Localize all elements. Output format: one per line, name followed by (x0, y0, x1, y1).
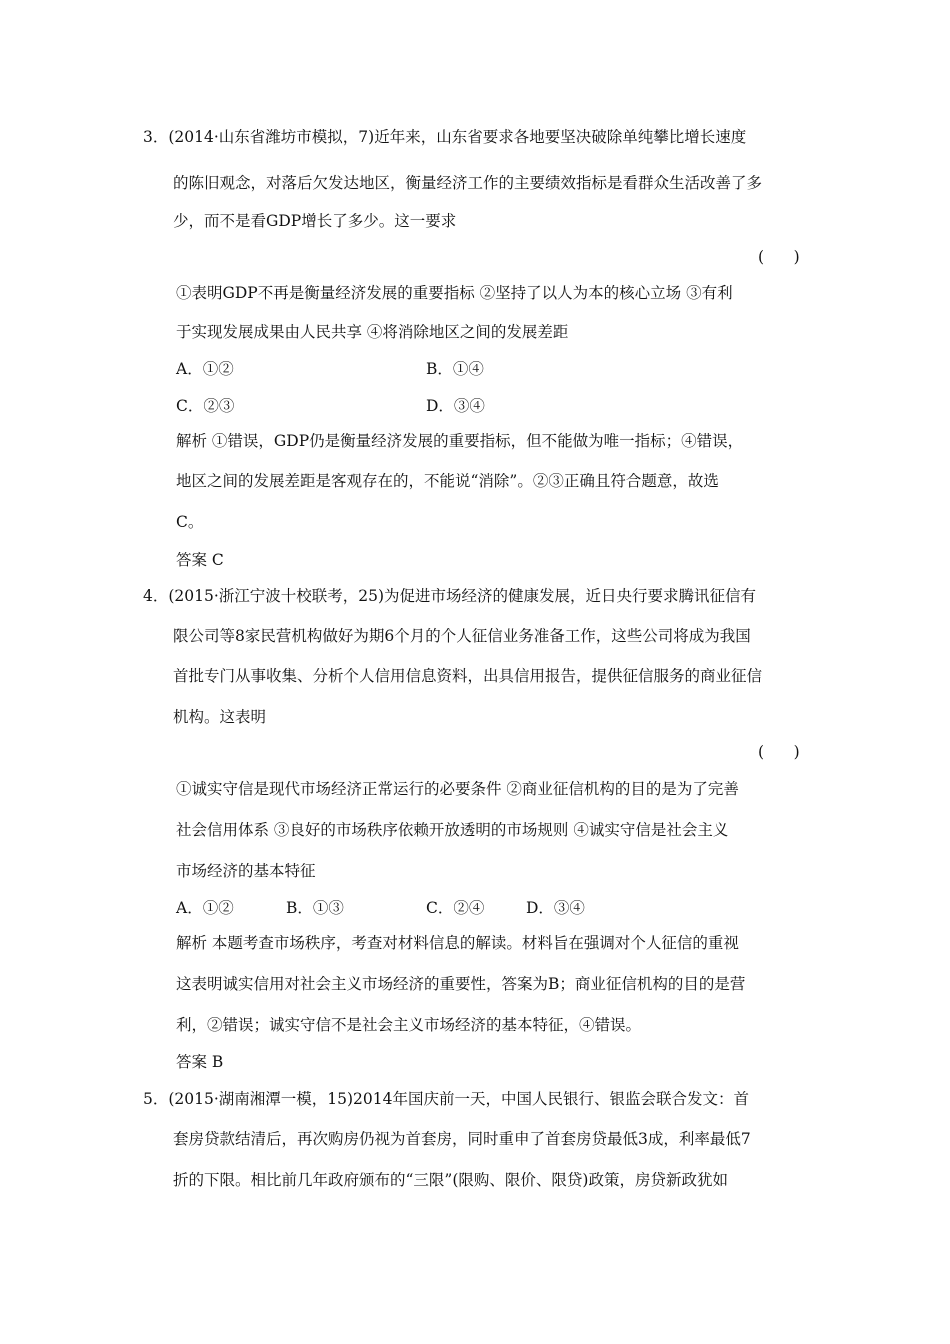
q3-stem-line-2: 的陈旧观念，对落后欠发达地区，衡量经济工作的主要绩效指标是看群众生活改善了多 (173, 174, 763, 192)
q3-stem-line-3: 少，而不是看GDP增长了多少。这一要求 (173, 212, 457, 230)
q4-stem-line-3: 首批专门从事收集、分析个人信用信息资料，出具信用报告，提供征信服务的商业征信 (173, 667, 763, 685)
q4-answer: 答案 B (176, 1053, 224, 1071)
q4-option-b: B．①③ (286, 899, 344, 917)
q4-option-a: A．①② (176, 899, 234, 917)
q3-item-line-2: 于实现发展成果由人民共享 ④将消除地区之间的发展差距 (176, 323, 569, 341)
q4-stem-line-4: 机构。这表明 (173, 708, 267, 726)
q4-item-line-2: 社会信用体系 ③良好的市场秩序依赖开放透明的市场规则 ④诚实守信是社会主义 (176, 821, 729, 839)
q4-item-line-1: ①诚实守信是现代市场经济正常运行的必要条件 ②商业征信机构的目的是为了完善 (176, 780, 739, 798)
q3-option-d: D．③④ (426, 397, 485, 415)
q3-analysis-line-2: 地区之间的发展差距是客观存在的，不能说“消除”。②③正确且符合题意，故选 (176, 472, 719, 490)
q3-option-a: A．①② (176, 360, 234, 378)
q3-answer-paren: ( ) (758, 248, 800, 266)
q3-item-line-1: ①表明GDP不再是衡量经济发展的重要指标 ②坚持了以人为本的核心立场 ③有利 (176, 284, 733, 302)
q4-answer-paren: ( ) (758, 743, 800, 761)
q3-option-b: B．①④ (426, 360, 484, 378)
q4-analysis-line-2: 这表明诚实信用对社会主义市场经济的重要性，答案为B；商业征信机构的目的是营 (176, 975, 746, 993)
q4-analysis-line-1: 解析 本题考查市场秩序，考查对材料信息的解读。材料旨在强调对个人征信的重视 (176, 934, 739, 952)
q4-option-d: D．③④ (526, 899, 585, 917)
q3-analysis-line-1: 解析 ①错误，GDP仍是衡量经济发展的重要指标，但不能做为唯一指标；④错误， (176, 432, 744, 450)
q4-analysis-line-3: 利，②错误；诚实守信不是社会主义市场经济的基本特征，④错误。 (176, 1016, 642, 1034)
q3-stem-line-1: 3．(2014·山东省潍坊市模拟，7)近年来，山东省要求各地要坚决破除单纯攀比增长速度 (143, 128, 747, 146)
q4-stem-line-1: 4．(2015·浙江宁波十校联考，25)为促进市场经济的健康发展，近日央行要求腾讯征信有 (143, 587, 757, 605)
q4-item-line-3: 市场经济的基本特征 (176, 862, 316, 880)
q4-stem-line-2: 限公司等8家民营机构做好为期6个月的个人征信业务准备工作，这些公司将成为我国 (173, 627, 751, 645)
q3-answer: 答案 C (176, 551, 224, 569)
q3-option-c: C．②③ (176, 397, 235, 415)
q3-analysis-line-3: C。 (176, 513, 204, 531)
q5-stem-line-2: 套房贷款结清后，再次购房仍视为首套房，同时重申了首套房贷最低3成，利率最低7 (173, 1130, 751, 1148)
q4-option-c: C．②④ (426, 899, 485, 917)
q5-stem-line-3: 折的下限。相比前几年政府颁布的“三限”(限购、限价、限贷)政策，房贷新政犹如 (173, 1171, 728, 1189)
q5-stem-line-1: 5．(2015·湖南湘潭一模，15)2014年国庆前一天，中国人民银行、银监会联合发文：首 (143, 1090, 750, 1108)
